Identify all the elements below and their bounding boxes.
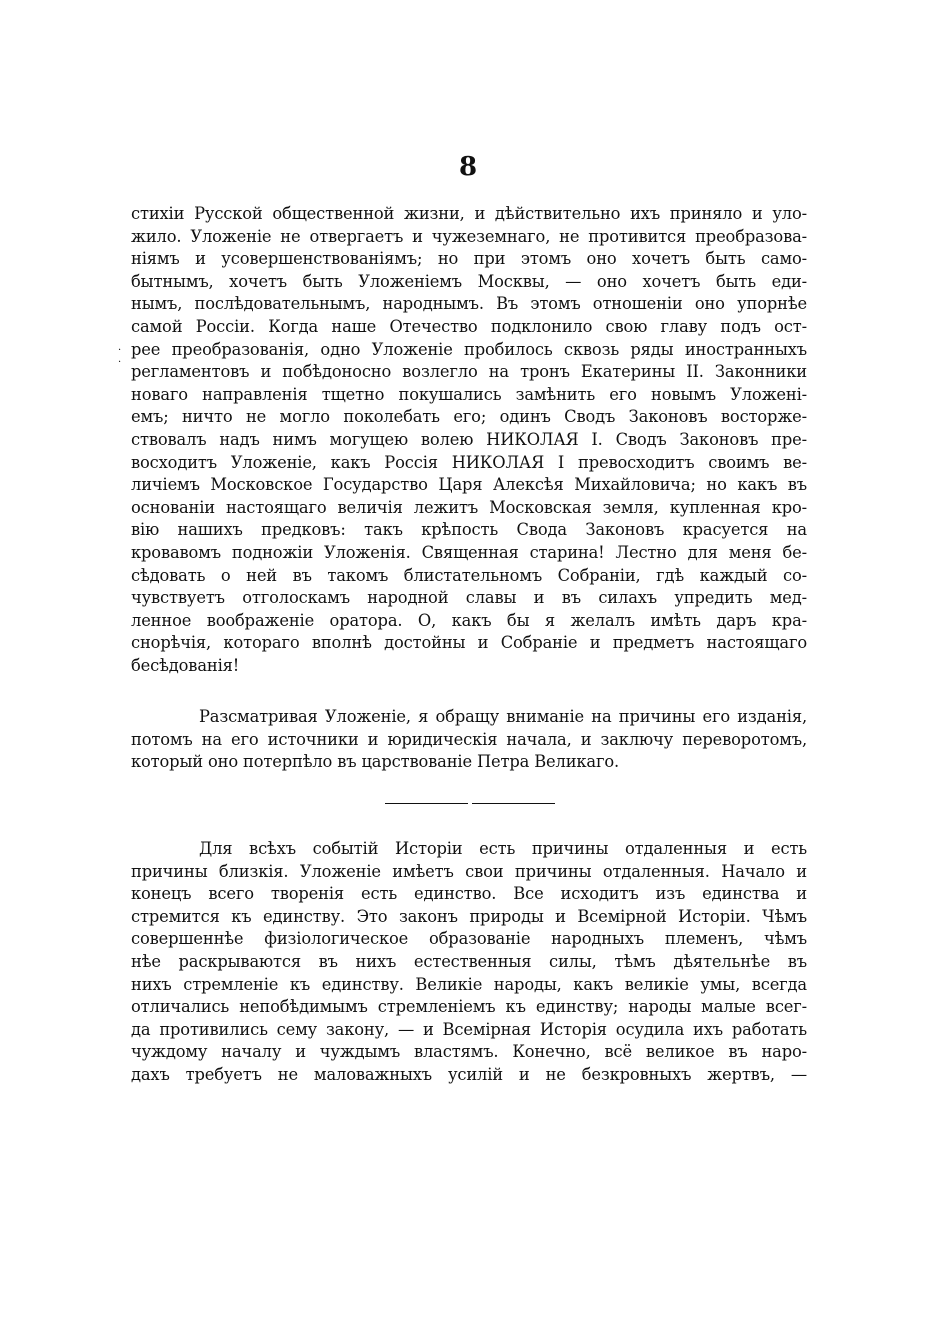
text-line: стремится къ единству. Это законъ природы и Всемірной Исторіи. Чѣмъ (131, 906, 807, 926)
text-line: ніямъ и усовершенствованіямъ; но при этомъ оно хочетъ быть само- (131, 249, 807, 269)
text-line: жило. Уложеніе не отвергаетъ и чужеземнаго, не противится преобразова- (131, 226, 807, 246)
text-line: регламентовъ и побѣдоносно возлегло на тронъ Екатерины II. Законники (131, 362, 807, 382)
margin-dot: · (118, 357, 122, 368)
paragraph-plan (131, 706, 807, 774)
text-line: емъ; ничто не могло поколебать его; одинъ Сводъ Законовъ восторже- (131, 407, 807, 427)
text-line: нымъ, послѣдовательнымъ, народнымъ. Въ этомъ отношеніи оно упорнѣе (131, 294, 807, 314)
text-line: вію нашихъ предковъ: такъ крѣпость Свода Законовъ красуется на (131, 520, 807, 540)
text-line: нѣе раскрываются въ нихъ естественныя силы, тѣмъ дѣятельнѣе въ (131, 951, 807, 971)
page-number: 8 (458, 152, 478, 182)
text-line: сѣдовать о ней въ такомъ блистательномъ Собраніи, гдѣ каждый со- (131, 565, 807, 585)
text-line: стихіи Русской общественной жизни, и дѣйствительно ихъ приняло и уло- (131, 204, 807, 223)
text-line: ленное воображеніе оратора. О, какъ бы я желалъ имѣть даръ кра- (131, 610, 807, 630)
text-line: чувствуетъ отголоскамъ народной славы и въ силахъ упредить мед- (131, 588, 807, 608)
text-line: причины близкія. Уложеніе имѣетъ свои причины отдаленныя. Начало и (131, 861, 807, 881)
text-line: нихъ стремленіе къ единству. Великіе народы, какъ великіе умы, всегда (131, 974, 807, 994)
paragraph-causes (131, 838, 807, 1087)
text-line: дахъ требуетъ не маловажныхъ усилій и не безкровныхъ жертвъ, — (131, 1064, 807, 1084)
text-line: личіемъ Московское Государство Царя Алексѣя Михайловича; но какъ въ (131, 475, 807, 495)
text-line: новаго направленія тщетно покушались замѣнить его новымъ Уложені- (131, 384, 807, 404)
text-line: Для всѣхъ событій Исторіи есть причины отдаленныя и есть (199, 839, 807, 858)
text-line: снорѣчія, котораго вполнѣ достойны и Собраніе и предметъ настоящаго (131, 633, 807, 653)
text-line: да противились сему закону, — и Всемірная Исторія осудила ихъ работать (131, 1019, 807, 1039)
text-line: отличались непобѣдимымъ стремленіемъ къ единству; народы малые всег- (131, 997, 807, 1017)
text-line: рее преобразованія, одно Уложеніе пробилось сквозь ряды иностранныхъ (131, 339, 807, 359)
text-line: конецъ всего творенія есть единство. Все исходитъ изъ единства и (131, 884, 807, 904)
section-divider (385, 803, 468, 804)
text-line: бытнымъ, хочетъ быть Уложеніемъ Москвы, — оно хочетъ быть еди- (131, 271, 807, 291)
text-line: ствовалъ надъ нимъ могущею волею НИКОЛАЯ I. Сводъ Законовъ пре- (131, 429, 807, 449)
text-line: кровавомъ подножіи Уложенія. Священная старина! Лестно для меня бе- (131, 542, 807, 562)
paragraph-continuation (131, 203, 807, 677)
section-divider (472, 803, 555, 804)
text-line: самой Россіи. Когда наше Отечество подклонило свою главу подъ ост- (131, 316, 807, 336)
text-line: потомъ на его источники и юридическія начала, и заключу переворотомъ, (131, 729, 807, 749)
margin-dot: · (118, 345, 122, 356)
text-line: чуждому началу и чуждымъ властямъ. Конечно, всё великое въ наро- (131, 1042, 807, 1062)
text-line: который оно потерпѣло въ царствованіе Петра Великаго. (131, 752, 620, 772)
text-line: основаніи настоящаго величія лежитъ Московская земля, купленная кро- (131, 497, 807, 517)
text-line: совершеннѣе физіологическое образованіе народныхъ племенъ, чѣмъ (131, 929, 807, 949)
text-line: бесѣдованія! (131, 655, 240, 675)
text-line: восходитъ Уложеніе, какъ Россія НИКОЛАЯ I превосходитъ своимъ ве- (131, 452, 807, 472)
text-line: Разсматривая Уложеніе, я обращу вниманіе на причины его изданія, (199, 707, 807, 726)
